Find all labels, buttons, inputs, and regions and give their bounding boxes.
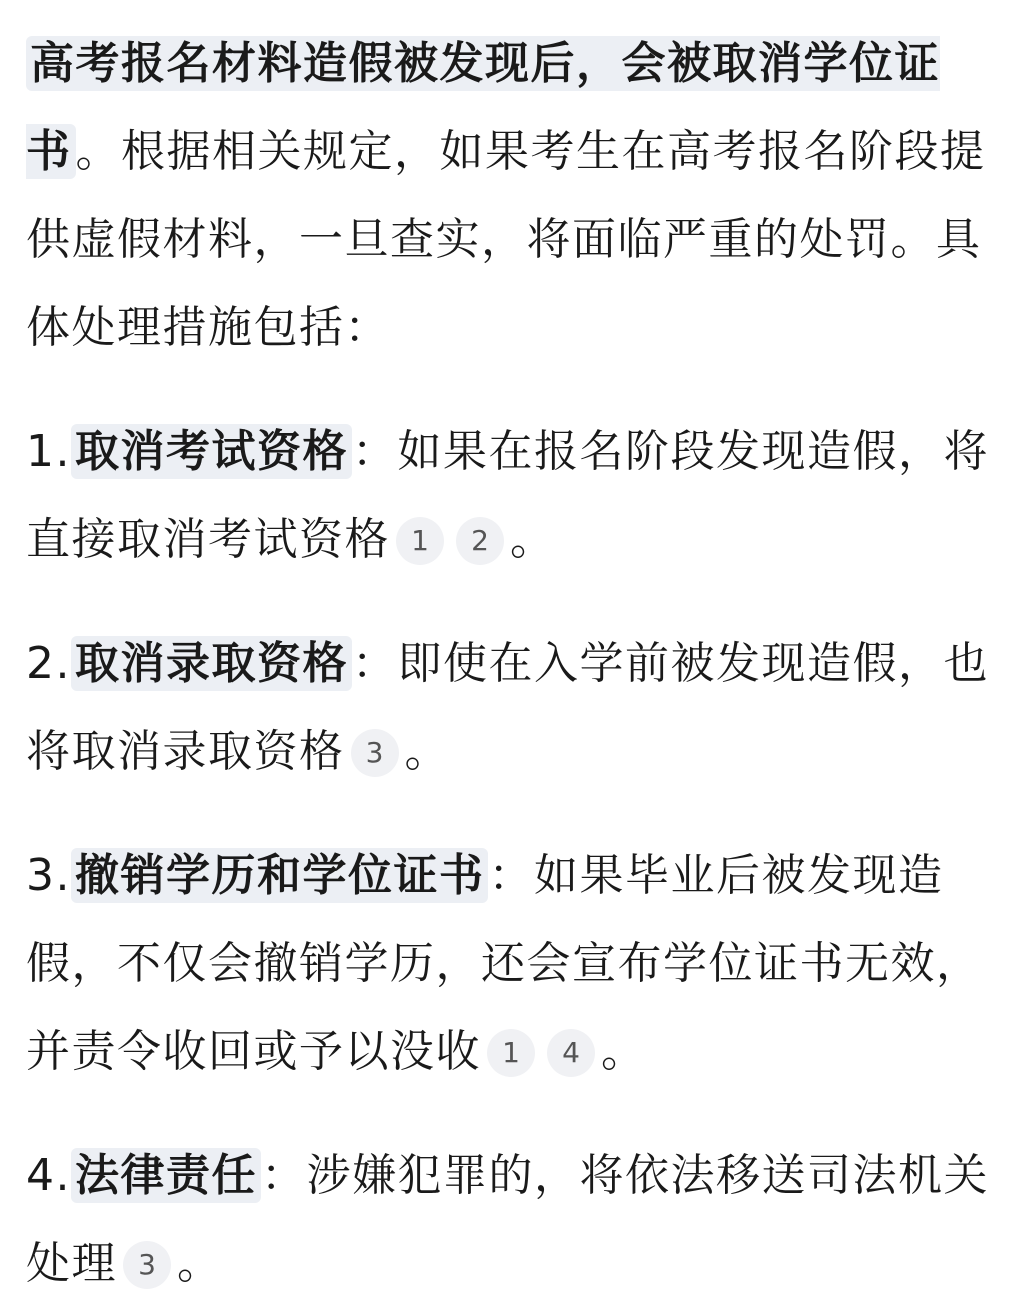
citation-badge[interactable]: 1	[396, 517, 444, 565]
chat-answer	[26, 20, 1008, 1308]
list-item	[26, 1132, 1008, 1308]
item-end: 。	[601, 1026, 647, 1077]
item-number: 2.	[26, 638, 71, 689]
item-text: ：涉嫌犯罪的，将依法移送司法机关处理	[26, 1150, 989, 1289]
citation-badge[interactable]: 1	[487, 1029, 535, 1077]
item-text: ：如果在报名阶段发现造假，将直接取消考试资格	[26, 426, 989, 565]
citation-badge[interactable]: 3	[123, 1241, 171, 1289]
item-number: 4.	[26, 1150, 71, 1201]
item-end: 。	[510, 514, 556, 565]
intro-paragraph	[26, 20, 1008, 372]
list-item	[26, 832, 1008, 1096]
item-title: 取消考试资格	[71, 424, 352, 479]
item-number: 3.	[26, 850, 71, 901]
item-number: 1.	[26, 426, 71, 477]
item-text: ：如果毕业后被发现造假，不仅会撤销学历，还会宣布学位证书无效，并责令收回或予以没收	[26, 850, 982, 1077]
item-end: 。	[177, 1238, 223, 1289]
item-end: 。	[404, 726, 450, 777]
citation-badge[interactable]: 4	[547, 1029, 595, 1077]
list-item	[26, 408, 1008, 584]
item-title: 法律责任	[71, 1148, 261, 1203]
item-text: ：即使在入学前被发现造假，也将取消录取资格	[26, 638, 989, 777]
citation-badge[interactable]: 3	[351, 729, 399, 777]
intro-highlight: 高考报名材料造假被发现后，会被取消学位证书	[26, 38, 940, 177]
intro-text: 。根据相关规定，如果考生在高考报名阶段提供虚假材料，一旦查实，将面临严重的处罚。具体处理措施包括：	[26, 126, 986, 353]
item-title: 取消录取资格	[71, 636, 352, 691]
item-title: 撤销学历和学位证书	[71, 848, 489, 903]
list-item	[26, 620, 1008, 796]
citation-badge[interactable]: 2	[456, 517, 504, 565]
